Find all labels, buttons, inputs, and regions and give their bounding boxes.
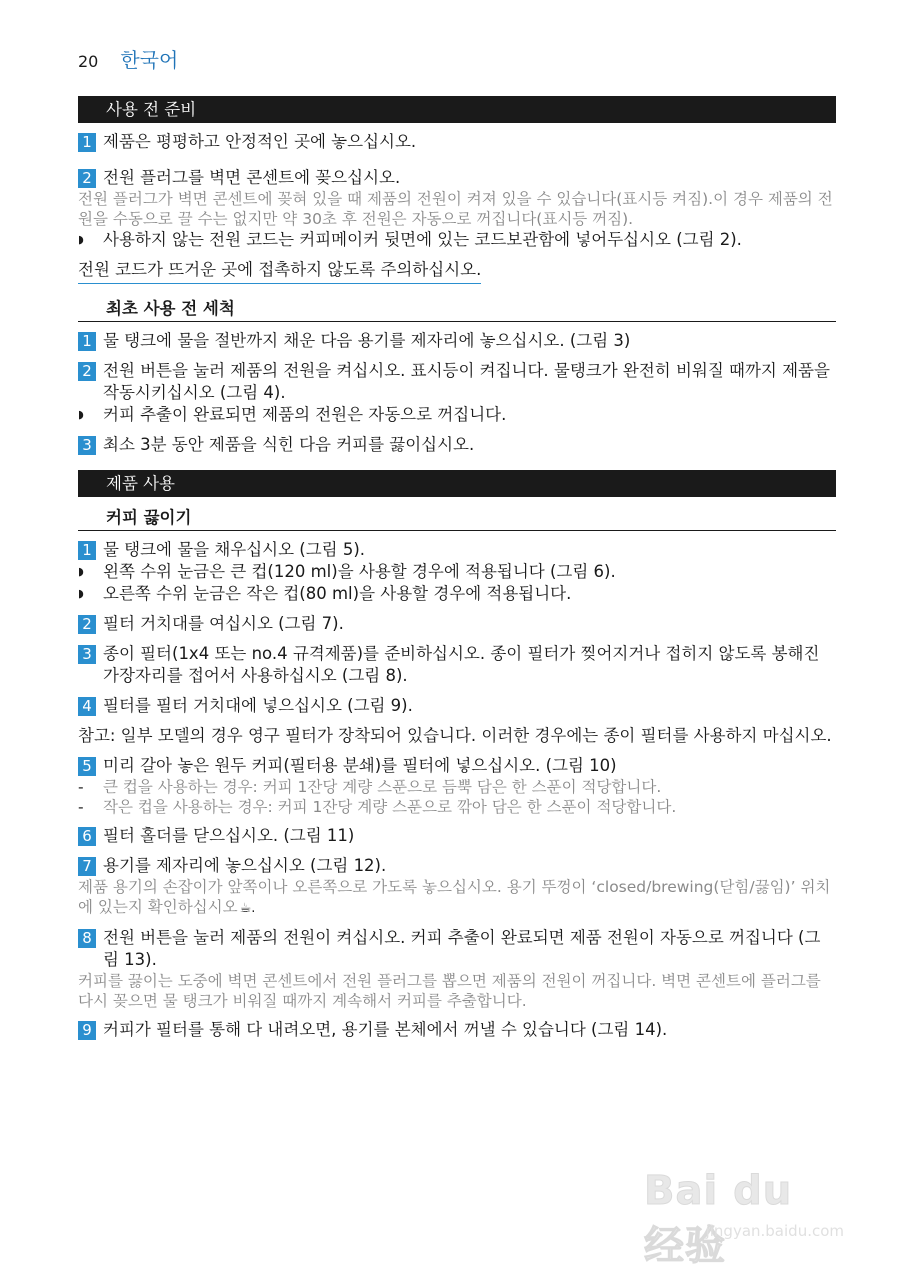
cord-storage-bullet [78, 229, 836, 251]
prep-step-1 [78, 131, 836, 153]
bullet-text: 커피 추출이 완료되면 제품의 전원은 자동으로 꺼집니다. [103, 405, 507, 424]
step-text: 미리 갈아 놓은 원두 커피(필터용 분쇄)를 필터에 넣으십시오. (그림 10) [103, 756, 617, 775]
step-number: 3 [78, 645, 96, 664]
step-number: 5 [78, 757, 96, 776]
small-cup-dash: - 작은 컵을 사용하는 경우: 커피 1잔당 계량 스푼으로 깎아 담은 한 스푼이 적당합니다. [78, 798, 677, 816]
unplug-note: 커피를 끓이는 도중에 벽면 콘센트에서 전원 플러그를 뽑으면 제품의 전원이 꺼집니다. 벽면 콘센트에 플러그를 다시 꽂으면 물 탱크가 비워질 때까지 계속해서 커피를 추출합니다. [78, 972, 821, 1010]
step-number: 1 [78, 133, 96, 152]
jug-position-note [78, 877, 836, 919]
bullet-icon: ◗ [78, 587, 84, 600]
page-header [78, 44, 178, 73]
step-text: 용기를 제자리에 놓으십시오 (그림 12). [103, 856, 387, 875]
brew-step-9 [78, 1019, 836, 1041]
dash-text: 작은 컵을 사용하는 경우: 커피 1잔당 계량 스푼으로 깎아 담은 한 스푼이 적당합니다. [103, 798, 677, 816]
brew-step-8 [78, 927, 836, 971]
step-text: 필터 거치대를 여십시오 (그림 7). [103, 614, 344, 633]
brew-step-1 [78, 539, 836, 561]
baidu-watermark [644, 1168, 844, 1269]
step-number: 1 [78, 541, 96, 560]
brew-step-5 [78, 755, 836, 777]
step-text: 제품은 평평하고 안정적인 곳에 놓으십시오. [103, 132, 417, 151]
subsection-title-first-clean: 최초 사용 전 세척 [78, 296, 836, 322]
step-number: 1 [78, 332, 96, 351]
power-note: 전원 플러그가 벽면 콘센트에 꽂혀 있을 때 제품의 전원이 켜져 있을 수 있습니다(표시등 켜짐).이 경우 제품의 전원을 수동으로 끌 수는 없지만 약 30초 후 전원은 자동으로 꺼집니다(표시등 꺼짐). [78, 190, 833, 228]
baidu-logo: Bai du 经验 [644, 1168, 793, 1269]
brew-step-4 [78, 695, 836, 717]
right-level-bullet [78, 583, 836, 605]
step-text: 물 탱크에 물을 절반까지 채운 다음 용기를 제자리에 놓으십시오. (그림 3) [103, 331, 631, 350]
clean-step-2 [78, 360, 836, 404]
step-number: 7 [78, 857, 96, 876]
step-text: 최소 3분 동안 제품을 식힌 다음 커피를 끓이십시오. [103, 435, 475, 454]
bullet-text: 사용하지 않는 전원 코드는 커피메이커 뒷면에 있는 코드보관함에 넣어두십시오 (그림 2). [103, 230, 742, 249]
bullet-icon: ◗ [78, 233, 84, 246]
step-number: 2 [78, 169, 96, 188]
step-text: 종이 필터(1x4 또는 no.4 규격제품)를 준비하십시오. 종이 필터가 찢어지거나 접히지 않도록 봉해진 가장자리를 접어서 사용하십시오 (그림 8). [103, 644, 820, 685]
step-text: 필터 홀더를 닫으십시오. (그림 11) [103, 826, 355, 845]
step-text: 전원 버튼을 눌러 제품의 전원을 켜십시오. 표시등이 켜집니다. 물탱크가 완전히 비워질 때까지 제품을 작동시키십시오 (그림 4). [103, 361, 830, 402]
step-number: 9 [78, 1021, 96, 1040]
step-number: 8 [78, 929, 96, 948]
left-level-bullet [78, 561, 836, 583]
dash-text: 큰 컵을 사용하는 경우: 커피 1잔당 계량 스푼으로 듬뿍 담은 한 스푼이 적당합니다. [103, 778, 662, 796]
brew-step-3 [78, 643, 836, 687]
bullet-text: 오른쪽 수위 눈금은 작은 컵(80 ml)을 사용할 경우에 적용됩니다. [103, 584, 572, 603]
brew-step-6 [78, 825, 836, 847]
language-label: 한국어 [120, 48, 179, 72]
page-number: 20 [78, 52, 99, 71]
bullet-icon: ◗ [78, 565, 84, 578]
step-number: 3 [78, 436, 96, 455]
step-number: 2 [78, 362, 96, 381]
step-number: 2 [78, 615, 96, 634]
bullet-icon: ◗ [78, 408, 84, 421]
step-text: 전원 버튼을 눌러 제품의 전원이 켜십시오. 커피 추출이 완료되면 제품 전원이 자동으로 꺼집니다 (그림 13). [103, 928, 821, 969]
watermark-url: jingyan.baidu.com [705, 1222, 844, 1240]
step-text: 필터를 필터 거치대에 넣으십시오 (그림 9). [103, 696, 413, 715]
note-text: 제품 용기의 손잡이가 앞쪽이나 오른쪽으로 가도록 놓으십시오. 용기 뚜껑이 ‘closed/brewing(닫힘/끓임)’ 위치에 있는지 확인하십시오 [78, 878, 831, 916]
section-title-preparation: 사용 전 준비 [78, 96, 836, 123]
page-content [78, 96, 836, 1041]
large-cup-dash: - 큰 컵을 사용하는 경우: 커피 1잔당 계량 스푼으로 듬뿍 담은 한 스푼이 적당합니다. [78, 778, 662, 796]
clean-step-3 [78, 434, 836, 456]
prep-step-2 [78, 167, 836, 189]
bullet-text: 왼쪽 수위 눈금은 큰 컵(120 ml)을 사용할 경우에 적용됩니다 (그림 6). [103, 562, 616, 581]
step-number: 6 [78, 827, 96, 846]
step-number: 4 [78, 697, 96, 716]
step-text: 전원 플러그를 벽면 콘센트에 꽂으십시오. [103, 168, 401, 187]
caution-block [78, 259, 836, 284]
coffee-cup-icon: ☕. [239, 901, 256, 916]
section-title-usage: 제품 사용 [78, 470, 836, 497]
step-text: 커피가 필터를 통해 다 내려오면, 용기를 본체에서 꺼낼 수 있습니다 (그림 14). [103, 1020, 668, 1039]
permanent-filter-note: 참고: 일부 모델의 경우 영구 필터가 장착되어 있습니다. 이러한 경우에는 종이 필터를 사용하지 마십시오. [78, 726, 832, 745]
step-text: 물 탱크에 물을 채우십시오 (그림 5). [103, 540, 366, 559]
subsection-title-brewing: 커피 끓이기 [78, 505, 836, 531]
caution-text: 전원 코드가 뜨거운 곳에 접촉하지 않도록 주의하십시오. [78, 259, 481, 284]
brew-step-2 [78, 613, 836, 635]
brew-step-7 [78, 855, 836, 877]
clean-step-1 [78, 330, 836, 352]
auto-off-bullet [78, 404, 836, 426]
